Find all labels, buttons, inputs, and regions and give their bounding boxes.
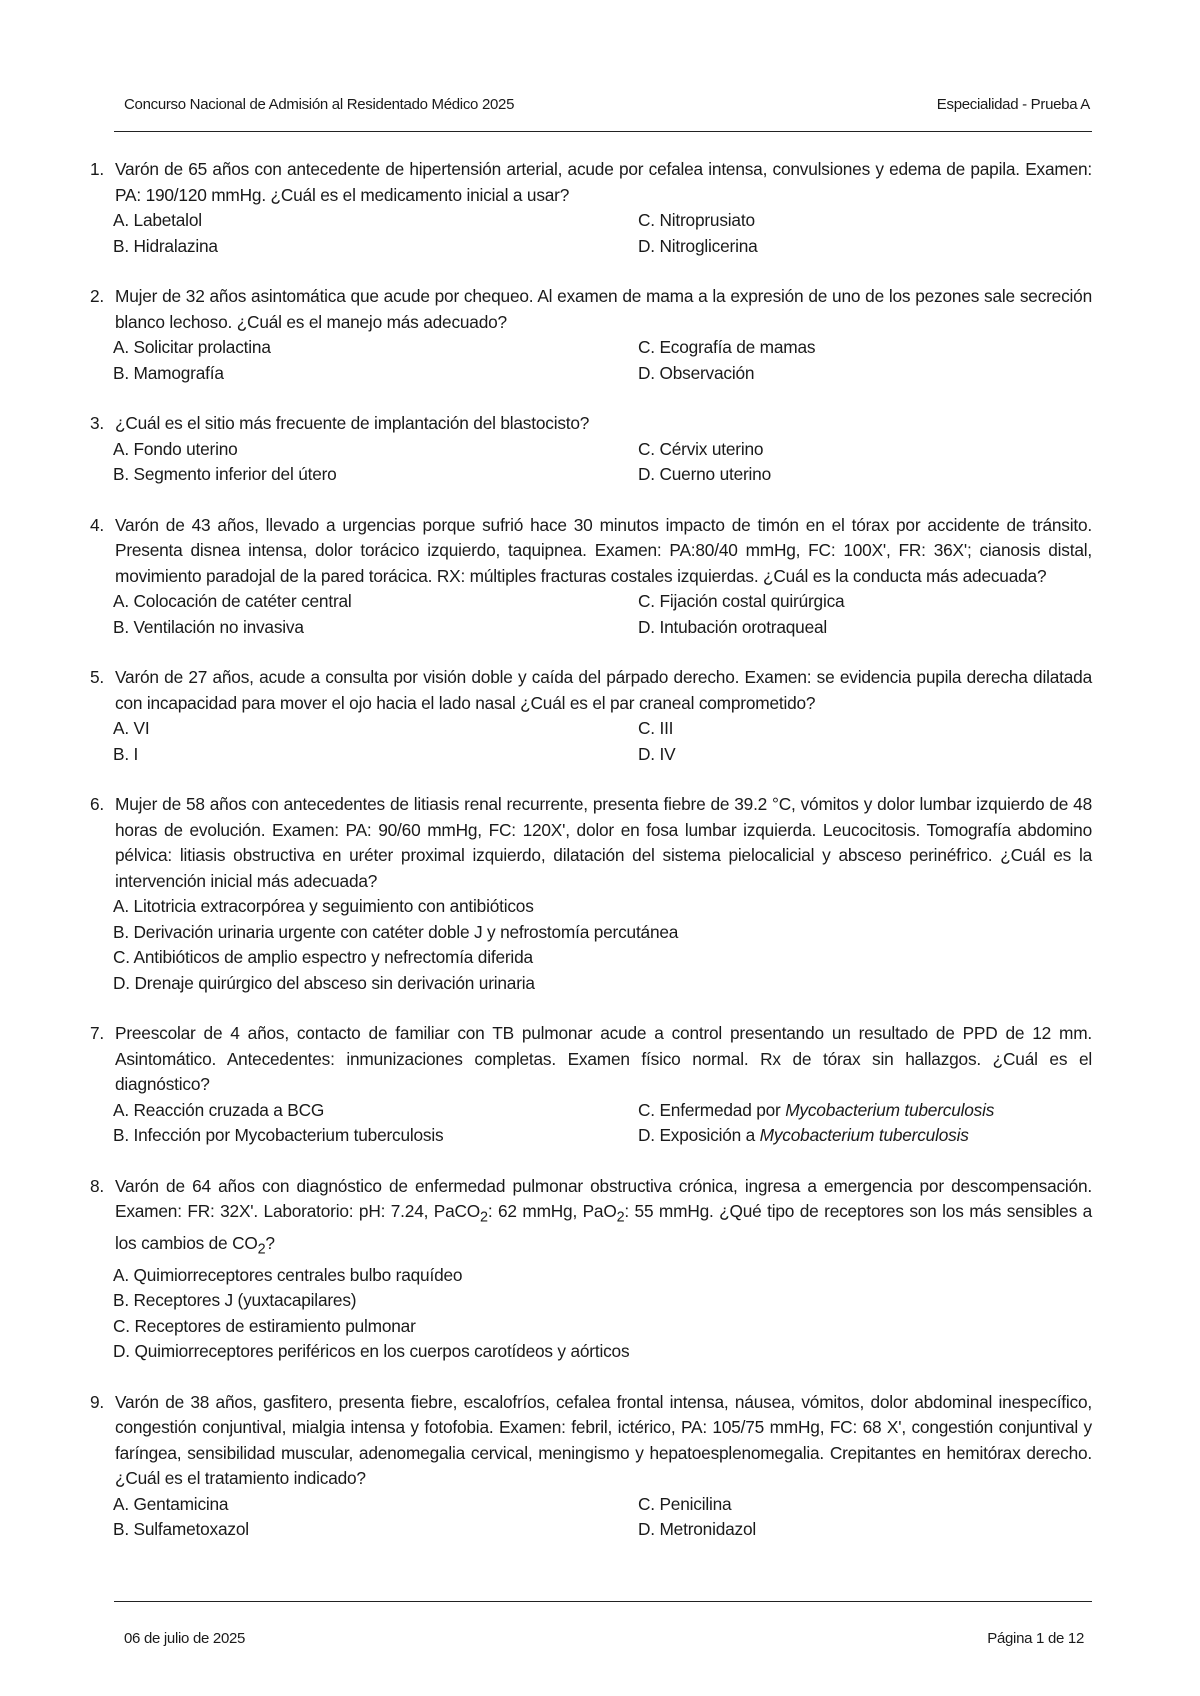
option-d: D. Quimiorreceptores periféricos en los cuerpos carotídeos y aórticos — [113, 1341, 630, 1362]
question-number: 6. — [90, 794, 105, 814]
question-3 — [90, 411, 1092, 488]
option-c: C. III — [638, 718, 674, 738]
question-9 — [90, 1390, 1092, 1543]
question-7 — [90, 1021, 1092, 1149]
header-divider — [114, 131, 1092, 132]
option-b: B. Hidralazina — [113, 235, 218, 256]
option-b: B. Ventilación no invasiva — [113, 616, 304, 637]
exam-date: 06 de julio de 2025 — [124, 1630, 246, 1647]
stem-part: : 55 mmHg. ¿Qué tipo de receptores son los más sensibles a los cambios de CO — [115, 1201, 1093, 1253]
option-a: A. Reacción cruzada a BCG — [113, 1099, 325, 1120]
question-5 — [90, 665, 1092, 767]
footer-divider — [114, 1601, 1092, 1602]
option-c: C. Cérvix uterino — [638, 438, 764, 459]
question-number: 9. — [90, 1391, 105, 1412]
question-stem: Varón de 65 años con antecedente de hipertensión arterial, acude por cefalea intensa, convulsiones y edema de papila. Examen: PA: 190/120 mmHg. ¿Cuál es el medicamento inicial a usar? — [115, 159, 1092, 205]
option-c: C. Receptores de estiramiento pulmonar — [113, 1315, 416, 1336]
question-number: 8. — [90, 1175, 105, 1196]
option-d-organism: Mycobacterium tuberculosis — [759, 1125, 969, 1145]
question-1 — [90, 157, 1092, 259]
option-b: B. Sulfametoxazol — [113, 1519, 249, 1540]
option-d: D. Nitroglicerina — [638, 235, 758, 256]
option-b: B. Receptores J (yuxtacapilares) — [113, 1290, 357, 1311]
option-d: D. Intubación orotraqueal — [638, 616, 828, 637]
exam-title: Concurso Nacional de Admisión al Residentado Médico 2025 — [124, 96, 515, 113]
stem-part: : 62 mmHg, PaO — [487, 1201, 617, 1221]
option-c: C. Ecografía de mamas — [638, 337, 816, 357]
question-stem: Varón de 27 años, acude a consulta por visión doble y caída del párpado derecho. Examen: se evidencia pupila derecha dilatada con incapacidad para mover el ojo hacia el lado nasal ¿Cuál es el par craneal comprometido? — [115, 667, 1092, 713]
option-c: C. Antibióticos de amplio espectro y nefrectomía diferida — [113, 947, 533, 967]
question-2 — [90, 284, 1092, 386]
question-number: 4. — [90, 514, 105, 535]
question-stem: Varón de 38 años, gasfitero, presenta fiebre, escalofríos, cefalea frontal intensa, náusea, vómitos, dolor abdominal inespecífico, congestión conjuntival, mialgia intensa y fotofobia. Examen: febril, ictérico, PA: 105/75 mmHg, FC: 68 X', congestión conjuntival y faríngea, sensibilidad muscular, adenomegalia cervical, meningismo y hepatoesplenomegalia. Crepitantes en hemitórax derecho. ¿Cuál es el tratamiento indicado? — [115, 1391, 1092, 1489]
page-footer — [124, 1630, 1084, 1647]
option-b: B. I — [113, 743, 139, 764]
option-a: A. VI — [113, 718, 150, 738]
option-b: B. Mamografía — [113, 362, 224, 383]
page-number: Página 1 de 12 — [987, 1630, 1084, 1647]
question-stem: Mujer de 32 años asintomática que acude por chequeo. Al examen de mama a la expresión de uno de los pezones sale secreción blanco lechoso. ¿Cuál es el manejo más adecuado? — [115, 286, 1092, 332]
question-stem: ¿Cuál es el sitio más frecuente de implantación del blastocisto? — [115, 413, 590, 433]
option-a: A. Gentamicina — [113, 1493, 229, 1514]
option-c-prefix: C. Enfermedad por — [638, 1099, 786, 1120]
option-b: B. Infección por Mycobacterium tuberculosis — [113, 1125, 444, 1145]
option-d: D. Drenaje quirúrgico del absceso sin derivación urinaria — [113, 972, 535, 993]
question-stem — [115, 1174, 1092, 1263]
option-a: A. Litotricia extracorpórea y seguimiento con antibióticos — [113, 896, 534, 916]
option-b: B. Segmento inferior del útero — [113, 464, 337, 484]
option-d — [638, 1123, 1092, 1149]
option-a: A. Colocación de catéter central — [113, 591, 352, 611]
option-d-prefix: D. Exposición a — [638, 1125, 760, 1145]
page-header — [124, 96, 1090, 113]
stem-part: Varón de 64 años con diagnóstico de enfermedad pulmonar obstructiva crónica, ingresa a emergencia por descompensación. Examen: FR: 32X'. Laboratorio: pH: 7.24, PaCO — [115, 1175, 1092, 1221]
option-b: B. Derivación urinaria urgente con catéter doble J y nefrostomía percutánea — [113, 921, 679, 942]
option-d: D. Cuerno uterino — [638, 464, 772, 484]
option-d: D. Metronidazol — [638, 1519, 757, 1540]
option-c: C. Nitroprusiato — [638, 210, 755, 230]
option-a: A. Quimiorreceptores centrales bulbo raquídeo — [113, 1264, 463, 1285]
exam-variant: Especialidad - Prueba A — [936, 96, 1090, 113]
question-stem: Preescolar de 4 años, contacto de familiar con TB pulmonar acude a control presentando un resultado de PPD de 12 mm. Asintomático. Antecedentes: inmunizaciones completas. Examen físico normal. Rx de tórax sin hallazgos. ¿Cuál es el diagnóstico? — [115, 1023, 1092, 1094]
question-6 — [90, 792, 1092, 996]
question-stem: Varón de 43 años, llevado a urgencias porque sufrió hace 30 minutos impacto de timón en el tórax por accidente de tránsito. Presenta disnea intensa, dolor torácico izquierdo, taquipnea. Examen: PA:80/40 mmHg, FC: 100X', FR: 36X'; cianosis distal, movimiento paradojal de la pared torácica. RX: múltiples fracturas costales izquierdas. ¿Cuál es la conducta más adecuada? — [115, 514, 1092, 586]
question-number: 7. — [90, 1023, 105, 1043]
option-c-organism: Mycobacterium tuberculosis — [785, 1099, 995, 1120]
option-c — [638, 1098, 1092, 1124]
option-c: C. Penicilina — [638, 1493, 732, 1514]
question-stem: Mujer de 58 años con antecedentes de litiasis renal recurrente, presenta fiebre de 39.2 °C, vómitos y dolor lumbar izquierdo de 48 horas de evolución. Examen: PA: 90/60 mmHg, FC: 120X', dolor en fosa lumbar izquierda. Leucocitosis. Tomografía abdomino pélvica: litiasis obstructiva en uréter proximal izquierdo, dilatación del sistema pielocalicial y absceso perinéfrico. ¿Cuál es la intervención inicial más adecuada? — [115, 794, 1092, 891]
stem-part: ? — [265, 1232, 275, 1253]
subscript: 2 — [257, 1241, 266, 1258]
option-d: D. Observación — [638, 362, 755, 383]
subscript: 2 — [616, 1209, 625, 1226]
option-a: A. Fondo uterino — [113, 438, 238, 459]
option-a: A. Solicitar prolactina — [113, 337, 271, 357]
subscript: 2 — [480, 1209, 488, 1226]
option-a: A. Labetalol — [113, 210, 202, 230]
question-8 — [90, 1174, 1092, 1365]
question-number: 1. — [90, 159, 105, 179]
question-number: 3. — [90, 413, 105, 433]
question-4 — [90, 513, 1092, 641]
question-list — [90, 157, 1092, 1543]
option-c: C. Fijación costal quirúrgica — [638, 591, 845, 611]
question-number: 2. — [90, 286, 105, 306]
question-number: 5. — [90, 667, 105, 687]
option-d: D. IV — [638, 743, 676, 764]
